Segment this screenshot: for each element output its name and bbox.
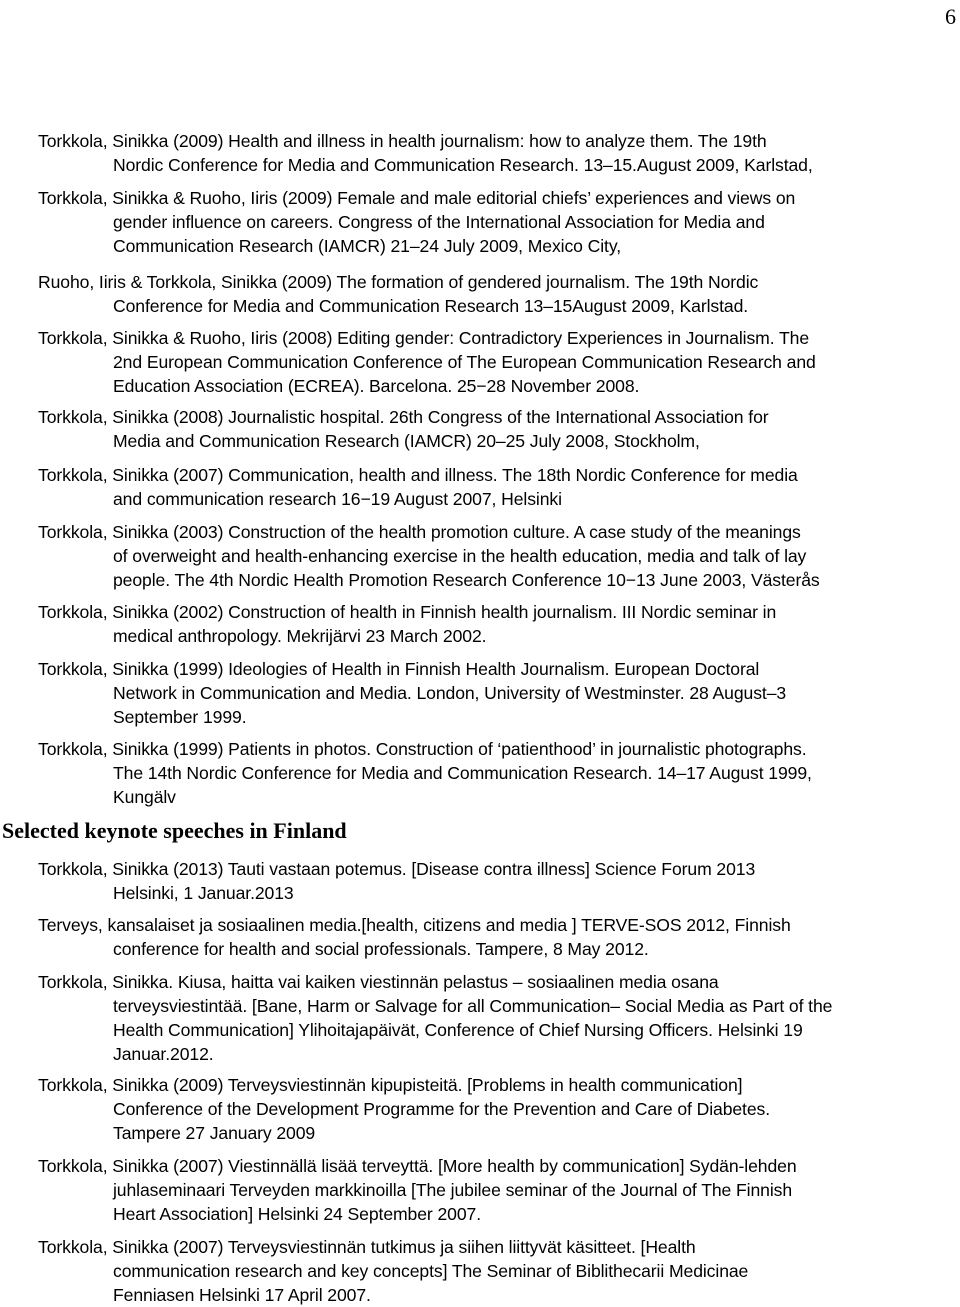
keynote-entry bbox=[38, 857, 956, 905]
section-heading: Selected keynote speeches in Finland bbox=[2, 818, 347, 843]
keynote-entry bbox=[38, 913, 956, 961]
entry-line: Conference for Media and Communication Research 13–15August 2009, Karlstad. bbox=[113, 296, 749, 316]
entry-line: Tampere 27 January 2009 bbox=[113, 1123, 316, 1143]
entry-line: Torkkola, Sinikka (2008) Journalistic hospital. 26th Congress of the International Association for bbox=[38, 407, 769, 427]
entry-line: Torkkola, Sinikka (2009) Health and illness in health journalism: how to analyze them. The 19th bbox=[38, 131, 767, 151]
publication-entry bbox=[38, 326, 956, 398]
publication-entry bbox=[38, 129, 956, 177]
entry-line: The 14th Nordic Conference for Media and Communication Research. 14–17 August 1999, bbox=[113, 763, 812, 783]
entry-line: Torkkola, Sinikka (2009) Terveysviestinnän kipupisteitä. [Problems in health communication] bbox=[38, 1075, 743, 1095]
entry-line: and communication research 16−19 August 2007, Helsinki bbox=[113, 489, 562, 509]
entry-line: Heart Association] Helsinki 24 September 2007. bbox=[113, 1204, 482, 1224]
keynote-entry bbox=[38, 1235, 956, 1307]
entry-line: 2nd European Communication Conference of The European Communication Research and bbox=[113, 352, 816, 372]
publication-entry bbox=[38, 186, 956, 258]
entry-line: Torkkola, Sinikka (2007) Terveysviestinnän tutkimus ja siihen liittyvät käsitteet. [Health bbox=[38, 1237, 696, 1257]
publication-entry bbox=[38, 657, 956, 729]
entry-line: Ruoho, Iiris & Torkkola, Sinikka (2009) The formation of gendered journalism. The 19th Nordic bbox=[38, 272, 759, 292]
entry-line: Network in Communication and Media. London, University of Westminster. 28 August–3 bbox=[113, 683, 787, 703]
keynote-entry bbox=[38, 970, 956, 1066]
entry-line: Torkkola, Sinikka (1999) Patients in photos. Construction of ‘patienthood’ in journalistic photographs. bbox=[38, 739, 807, 759]
entry-line: Torkkola, Sinikka (2007) Viestinnällä lisää terveyttä. [More health by communication] Sydän-lehden bbox=[38, 1156, 797, 1176]
entry-line: Helsinki, 1 Januar.2013 bbox=[113, 883, 294, 903]
publication-entry bbox=[38, 405, 956, 453]
keynote-entry bbox=[38, 1073, 956, 1145]
entry-line: Torkkola, Sinikka (2003) Construction of the health promotion culture. A case study of the meanings bbox=[38, 522, 801, 542]
publication-entry bbox=[38, 270, 956, 318]
keynote-entry bbox=[38, 1154, 956, 1226]
entry-line: Communication Research (IAMCR) 21–24 July 2009, Mexico City, bbox=[113, 236, 621, 256]
publication-entry bbox=[38, 520, 956, 592]
entry-line: juhlaseminaari Terveyden markkinoilla [The jubilee seminar of the Journal of The Finnish bbox=[113, 1180, 793, 1200]
entry-line: Health Communication] Ylihoitajapäivät, Conference of Chief Nursing Officers. Helsinki 19 bbox=[113, 1020, 803, 1040]
entry-line: Media and Communication Research (IAMCR) 20–25 July 2008, Stockholm, bbox=[113, 431, 700, 451]
entry-line: Torkkola, Sinikka (1999) Ideologies of Health in Finnish Health Journalism. European Doctoral bbox=[38, 659, 760, 679]
publication-entry bbox=[38, 600, 956, 648]
publication-entry bbox=[38, 463, 956, 511]
entry-line: communication research and key concepts] The Seminar of Biblithecarii Medicinae bbox=[113, 1261, 749, 1281]
entry-line: medical anthropology. Mekrijärvi 23 March 2002. bbox=[113, 626, 487, 646]
entry-line: Fenniasen Helsinki 17 April 2007. bbox=[113, 1285, 371, 1305]
entry-line: Terveys, kansalaiset ja sosiaalinen media.[health, citizens and media ] TERVE-SOS 2012, Finnish bbox=[38, 915, 791, 935]
entry-line: Torkkola, Sinikka. Kiusa, haitta vai kaiken viestinnän pelastus – sosiaalinen media osana bbox=[38, 972, 719, 992]
entry-line: Kungälv bbox=[113, 787, 176, 807]
entry-line: Torkkola, Sinikka & Ruoho, Iiris (2009) Female and male editorial chiefs’ experiences and views on bbox=[38, 188, 796, 208]
page-number: 6 bbox=[945, 4, 956, 29]
entry-line: Education Association (ECREA). Barcelona. 25−28 November 2008. bbox=[113, 376, 640, 396]
entry-line: conference for health and social professionals. Tampere, 8 May 2012. bbox=[113, 939, 649, 959]
entry-line: September 1999. bbox=[113, 707, 247, 727]
publication-entry bbox=[38, 737, 956, 809]
entry-line: of overweight and health-enhancing exercise in the health education, media and talk of lay bbox=[113, 546, 807, 566]
entry-line: Torkkola, Sinikka (2002) Construction of health in Finnish health journalism. III Nordic seminar in bbox=[38, 602, 777, 622]
entry-line: gender influence on careers. Congress of the International Association for Media and bbox=[113, 212, 765, 232]
entry-line: Januar.2012. bbox=[113, 1044, 214, 1064]
entry-line: people. The 4th Nordic Health Promotion Research Conference 10−13 June 2003, Västerås bbox=[113, 570, 820, 590]
entry-line: Nordic Conference for Media and Communication Research. 13–15.August 2009, Karlstad, bbox=[113, 155, 813, 175]
entry-line: Torkkola, Sinikka (2013) Tauti vastaan potemus. [Disease contra illness] Science Forum 2013 bbox=[38, 859, 756, 879]
entry-line: Conference of the Development Programme for the Prevention and Care of Diabetes. bbox=[113, 1099, 771, 1119]
entry-line: terveysviestintää. [Bane, Harm or Salvage for all Communication– Social Media as Part of the bbox=[113, 996, 833, 1016]
entry-line: Torkkola, Sinikka (2007) Communication, health and illness. The 18th Nordic Conference for media bbox=[38, 465, 798, 485]
entry-line: Torkkola, Sinikka & Ruoho, Iiris (2008) Editing gender: Contradictory Experiences in Journalism. The bbox=[38, 328, 810, 348]
